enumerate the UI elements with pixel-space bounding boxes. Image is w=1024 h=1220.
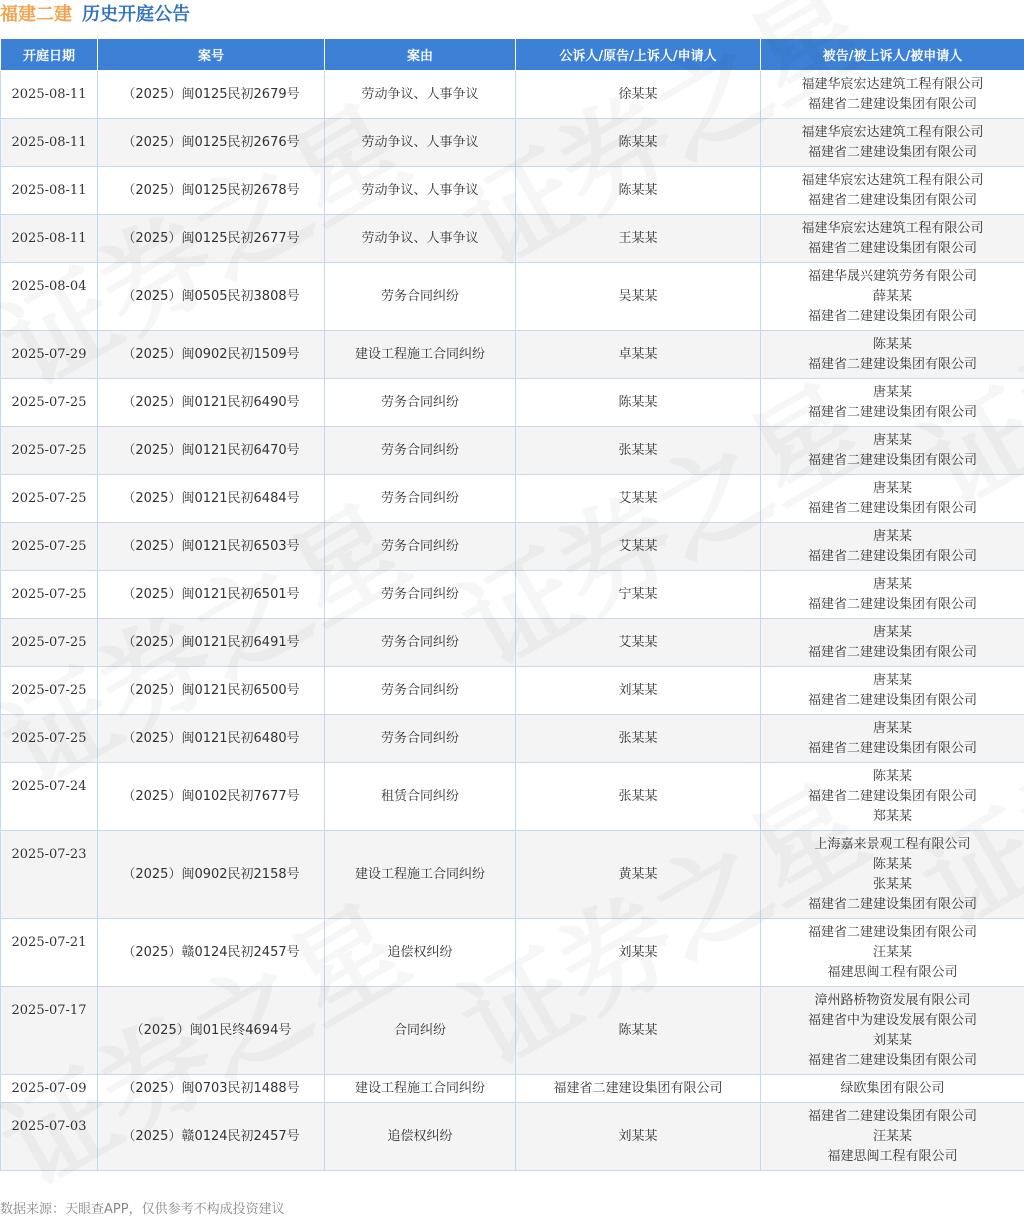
defendant-name: 福建省二建建设集团有限公司 [807, 308, 977, 324]
plaintiff-cell: 刘某某 [516, 919, 761, 987]
defendant-name: 薛某某 [872, 288, 912, 304]
table-row [1, 1075, 1024, 1103]
defendant-name: 唐某某 [872, 624, 912, 640]
page-title [0, 0, 190, 32]
case-number-cell: （2025）闽0902民初2158号 [98, 831, 325, 919]
company-name: 福建二建 [0, 4, 72, 25]
case-cause-cell: 劳动争议、人事争议 [325, 167, 516, 215]
hearing-date-cell: 2025-08-04 [1, 263, 98, 331]
case-number-cell: （2025）闽0902民初1509号 [98, 331, 325, 379]
case-number-cell: （2025）闽0703民初1488号 [98, 1075, 325, 1103]
case-cause-cell: 劳务合同纠纷 [325, 523, 516, 571]
case-number-cell: （2025）闽0121民初6480号 [98, 715, 325, 763]
defendant-cell [761, 475, 1024, 523]
case-number-cell: （2025）赣0124民初2457号 [98, 1103, 325, 1171]
case-number-cell: （2025）闽0505民初3808号 [98, 263, 325, 331]
plaintiff-cell: 陈某某 [516, 167, 761, 215]
defendant-name: 福建省二建建设集团有限公司 [807, 896, 977, 912]
plaintiff-cell: 吴某某 [516, 263, 761, 331]
defendant-name: 福建省二建建设集团有限公司 [807, 404, 977, 420]
case-number-cell: （2025）闽0125民初2676号 [98, 119, 325, 167]
plaintiff-cell: 王某某 [516, 215, 761, 263]
plaintiff-cell: 刘某某 [516, 1103, 761, 1171]
defendant-cell [761, 763, 1024, 831]
defendant-name: 刘某某 [872, 1032, 912, 1048]
defendant-cell [761, 571, 1024, 619]
hearing-date-cell: 2025-08-11 [1, 119, 98, 167]
defendant-name: 张某某 [872, 876, 912, 892]
case-cause-cell: 劳务合同纠纷 [325, 475, 516, 523]
defendant-name: 福建省二建建设集团有限公司 [807, 1108, 977, 1124]
case-number-cell: （2025）闽0102民初7677号 [98, 763, 325, 831]
case-cause-cell: 劳务合同纠纷 [325, 667, 516, 715]
column-header-date: 开庭日期 [1, 39, 98, 71]
hearing-date-cell: 2025-07-25 [1, 667, 98, 715]
plaintiff-cell: 陈某某 [516, 119, 761, 167]
case-cause-cell: 建设工程施工合同纠纷 [325, 1075, 516, 1103]
table-body [1, 71, 1024, 1171]
table-row [1, 71, 1024, 119]
defendant-name: 绿欧集团有限公司 [840, 1080, 945, 1096]
table-row [1, 167, 1024, 215]
case-number-cell: （2025）赣0124民初2457号 [98, 919, 325, 987]
defendant-name: 福建华宸宏达建筑工程有限公司 [801, 124, 984, 140]
case-cause-cell: 建设工程施工合同纠纷 [325, 331, 516, 379]
table-header-row [1, 39, 1024, 71]
defendant-name: 福建思闽工程有限公司 [827, 1148, 958, 1164]
defendant-cell [761, 1103, 1024, 1171]
case-number-cell: （2025）闽0121民初6500号 [98, 667, 325, 715]
plaintiff-cell: 刘某某 [516, 667, 761, 715]
table-row [1, 987, 1024, 1075]
hearing-date-cell: 2025-07-25 [1, 571, 98, 619]
hearing-date-cell: 2025-07-25 [1, 475, 98, 523]
section-title: 历史开庭公告 [82, 4, 190, 25]
defendant-cell [761, 523, 1024, 571]
hearing-date-cell: 2025-07-09 [1, 1075, 98, 1103]
defendant-name: 福建省二建建设集团有限公司 [807, 740, 977, 756]
column-header-case-no: 案号 [98, 39, 325, 71]
defendant-name: 福建省二建建设集团有限公司 [807, 924, 977, 940]
case-cause-cell: 劳动争议、人事争议 [325, 215, 516, 263]
defendant-cell [761, 427, 1024, 475]
hearing-date-cell: 2025-07-21 [1, 919, 98, 987]
column-header-plaintiff: 公诉人/原告/上诉人/申请人 [516, 39, 761, 71]
case-cause-cell: 追偿权纠纷 [325, 919, 516, 987]
defendant-name: 郑某某 [872, 808, 912, 824]
case-number-cell: （2025）闽0121民初6484号 [98, 475, 325, 523]
table-row [1, 667, 1024, 715]
table-row [1, 715, 1024, 763]
hearing-date-cell: 2025-07-25 [1, 523, 98, 571]
table-row [1, 571, 1024, 619]
defendant-cell [761, 379, 1024, 427]
defendant-name: 福建省二建建设集团有限公司 [807, 548, 977, 564]
table-row [1, 919, 1024, 987]
defendant-cell [761, 1075, 1024, 1103]
case-cause-cell: 建设工程施工合同纠纷 [325, 831, 516, 919]
hearing-date-cell: 2025-07-25 [1, 427, 98, 475]
defendant-name: 唐某某 [872, 528, 912, 544]
table-row [1, 475, 1024, 523]
defendant-name: 福建省二建建设集团有限公司 [807, 192, 977, 208]
column-header-cause: 案由 [325, 39, 516, 71]
hearing-date-cell: 2025-08-11 [1, 71, 98, 119]
table-row [1, 331, 1024, 379]
table-row [1, 523, 1024, 571]
hearing-date-cell: 2025-07-25 [1, 619, 98, 667]
defendant-name: 汪某某 [872, 1128, 912, 1144]
case-cause-cell: 劳务合同纠纷 [325, 379, 516, 427]
table-row [1, 119, 1024, 167]
defendant-cell [761, 263, 1024, 331]
defendant-name: 福建华宸宏达建筑工程有限公司 [801, 220, 984, 236]
case-cause-cell: 租赁合同纠纷 [325, 763, 516, 831]
hearing-date-cell: 2025-07-24 [1, 763, 98, 831]
case-number-cell: （2025）闽0121民初6501号 [98, 571, 325, 619]
hearing-date-cell: 2025-08-11 [1, 215, 98, 263]
plaintiff-cell: 卓某某 [516, 331, 761, 379]
case-cause-cell: 劳务合同纠纷 [325, 619, 516, 667]
table-row [1, 1103, 1024, 1171]
defendant-name: 福建省二建建设集团有限公司 [807, 596, 977, 612]
defendant-name: 福建省二建建设集团有限公司 [807, 788, 977, 804]
case-number-cell: （2025）闽0125民初2678号 [98, 167, 325, 215]
defendant-name: 福建思闽工程有限公司 [827, 964, 958, 980]
defendant-name: 福建华晟兴建筑劳务有限公司 [807, 268, 977, 284]
defendant-name: 福建省二建建设集团有限公司 [807, 356, 977, 372]
column-header-defendant: 被告/被上诉人/被申请人 [761, 39, 1024, 71]
case-cause-cell: 劳务合同纠纷 [325, 715, 516, 763]
defendant-name: 陈某某 [872, 336, 912, 352]
case-cause-cell: 劳务合同纠纷 [325, 427, 516, 475]
defendant-name: 唐某某 [872, 672, 912, 688]
case-number-cell: （2025）闽0121民初6470号 [98, 427, 325, 475]
defendant-name: 福建省二建建设集团有限公司 [807, 96, 977, 112]
defendant-name: 福建省二建建设集团有限公司 [807, 500, 977, 516]
case-cause-cell: 劳务合同纠纷 [325, 263, 516, 331]
defendant-cell [761, 119, 1024, 167]
defendant-cell [761, 831, 1024, 919]
defendant-cell [761, 71, 1024, 119]
hearing-date-cell: 2025-07-17 [1, 987, 98, 1075]
table-row [1, 263, 1024, 331]
plaintiff-cell: 张某某 [516, 763, 761, 831]
defendant-name: 陈某某 [872, 768, 912, 784]
defendant-name: 福建省二建建设集团有限公司 [807, 692, 977, 708]
table-row [1, 763, 1024, 831]
plaintiff-cell: 陈某某 [516, 379, 761, 427]
case-number-cell: （2025）闽0125民初2677号 [98, 215, 325, 263]
defendant-name: 陈某某 [872, 856, 912, 872]
table-row [1, 215, 1024, 263]
table-row [1, 619, 1024, 667]
plaintiff-cell: 徐某某 [516, 71, 761, 119]
defendant-name: 唐某某 [872, 480, 912, 496]
plaintiff-cell: 张某某 [516, 427, 761, 475]
case-number-cell: （2025）闽0121民初6503号 [98, 523, 325, 571]
defendant-name: 唐某某 [872, 384, 912, 400]
plaintiff-cell: 宁某某 [516, 571, 761, 619]
defendant-name: 漳州路桥物资发展有限公司 [814, 992, 971, 1008]
hearing-date-cell: 2025-08-11 [1, 167, 98, 215]
plaintiff-cell: 艾某某 [516, 475, 761, 523]
plaintiff-cell: 艾某某 [516, 523, 761, 571]
case-cause-cell: 劳动争议、人事争议 [325, 71, 516, 119]
court-hearing-table [0, 38, 1024, 1171]
defendant-name: 福建省二建建设集团有限公司 [807, 240, 977, 256]
defendant-cell [761, 167, 1024, 215]
defendant-name: 唐某某 [872, 576, 912, 592]
defendant-cell [761, 987, 1024, 1075]
plaintiff-cell: 陈某某 [516, 987, 761, 1075]
defendant-name: 汪某某 [872, 944, 912, 960]
case-cause-cell: 劳动争议、人事争议 [325, 119, 516, 167]
case-number-cell: （2025）闽0125民初2679号 [98, 71, 325, 119]
table-row [1, 427, 1024, 475]
plaintiff-cell: 艾某某 [516, 619, 761, 667]
case-cause-cell: 劳务合同纠纷 [325, 571, 516, 619]
defendant-name: 福建省二建建设集团有限公司 [807, 1052, 977, 1068]
hearing-date-cell: 2025-07-23 [1, 831, 98, 919]
defendant-name: 福建省二建建设集团有限公司 [807, 644, 977, 660]
case-cause-cell: 合同纠纷 [325, 987, 516, 1075]
defendant-cell [761, 215, 1024, 263]
defendant-cell [761, 331, 1024, 379]
defendant-cell [761, 919, 1024, 987]
case-number-cell: （2025）闽0121民初6490号 [98, 379, 325, 427]
table-row [1, 379, 1024, 427]
defendant-name: 上海嘉来景观工程有限公司 [814, 836, 971, 852]
data-source-note: 数据来源：天眼查APP，仅供参考不构成投资建议 [0, 1202, 285, 1217]
defendant-name: 福建华宸宏达建筑工程有限公司 [801, 76, 984, 92]
hearing-date-cell: 2025-07-29 [1, 331, 98, 379]
defendant-name: 唐某某 [872, 720, 912, 736]
defendant-name: 唐某某 [872, 432, 912, 448]
hearing-date-cell: 2025-07-25 [1, 379, 98, 427]
hearing-date-cell: 2025-07-03 [1, 1103, 98, 1171]
case-number-cell: （2025）闽01民终4694号 [98, 987, 325, 1075]
plaintiff-cell: 黄某某 [516, 831, 761, 919]
table-row [1, 831, 1024, 919]
defendant-name: 福建省二建建设集团有限公司 [807, 144, 977, 160]
defendant-name: 福建华宸宏达建筑工程有限公司 [801, 172, 984, 188]
defendant-name: 福建省中为建设发展有限公司 [807, 1012, 977, 1028]
plaintiff-cell: 张某某 [516, 715, 761, 763]
hearing-date-cell: 2025-07-25 [1, 715, 98, 763]
defendant-cell [761, 619, 1024, 667]
case-number-cell: （2025）闽0121民初6491号 [98, 619, 325, 667]
case-cause-cell: 追偿权纠纷 [325, 1103, 516, 1171]
defendant-name: 福建省二建建设集团有限公司 [807, 452, 977, 468]
defendant-cell [761, 667, 1024, 715]
defendant-cell [761, 715, 1024, 763]
plaintiff-cell: 福建省二建建设集团有限公司 [516, 1075, 761, 1103]
